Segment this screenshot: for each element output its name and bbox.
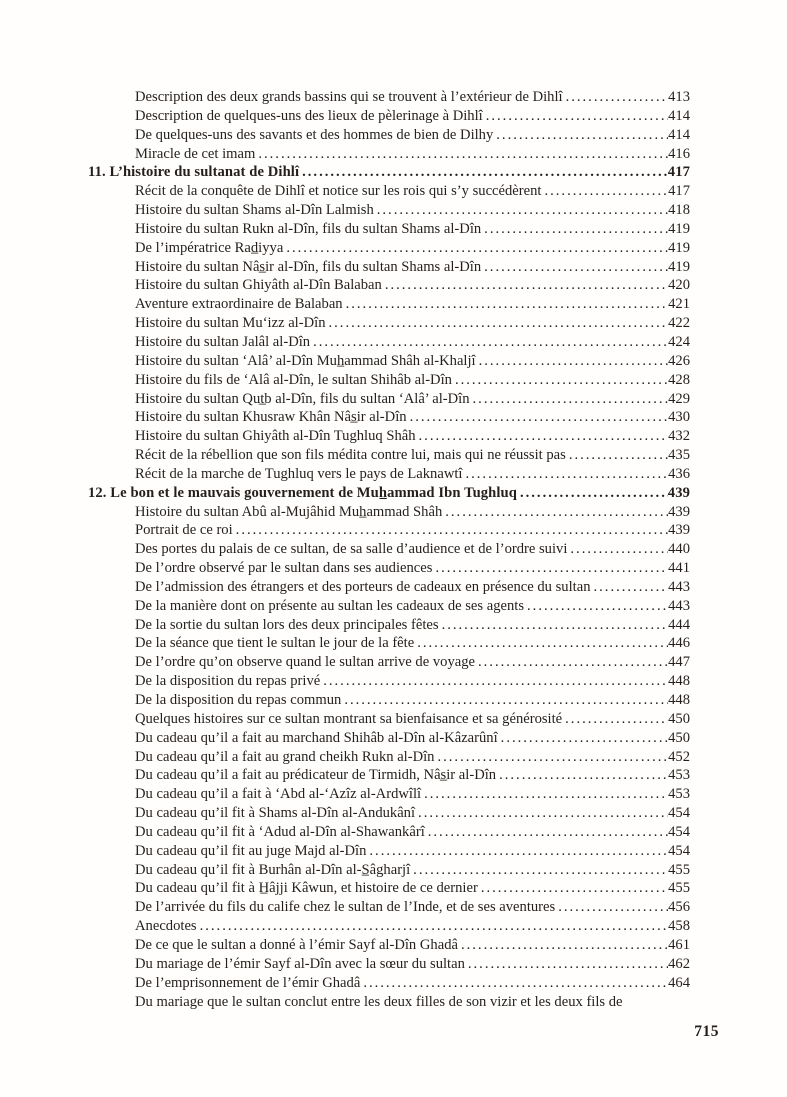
- toc-entry-label: De la manière dont on présente au sultan les cadeaux de ses agents: [135, 597, 525, 614]
- toc-entry-label: De quelques-uns des savants et des hommes de bien de Dilhy: [135, 126, 494, 143]
- toc-entry-page-number: 419: [668, 239, 690, 256]
- toc-entry-label: Histoire du sultan Qut̲b al-Dîn, fils du sultan ‘Alâ’ al-Dîn: [135, 390, 470, 407]
- toc-entry-label: Du mariage que le sultan conclut entre les deux filles de son vizir et les deux fils de: [135, 993, 623, 1010]
- toc-dot-leader: [258, 145, 668, 164]
- toc-entry-label: Récit de la conquête de Dihlî et notice sur les rois qui s’y succédèrent: [135, 183, 542, 200]
- toc-dot-leader: [565, 710, 668, 729]
- toc-entry-page-number: 443: [668, 578, 690, 595]
- toc-dot-leader: [461, 936, 668, 955]
- toc-entry-page-number: 435: [668, 447, 690, 464]
- toc-entry: [88, 955, 690, 974]
- folio-page-number: 715: [694, 1023, 719, 1040]
- toc-entry: [88, 672, 690, 691]
- toc-entry: [88, 521, 690, 540]
- toc-dot-leader: [413, 861, 668, 880]
- toc-entry-page-number: 420: [668, 277, 690, 294]
- toc-entry: [88, 974, 690, 993]
- toc-entry-page-number: 448: [668, 673, 690, 690]
- toc-dot-leader: [442, 616, 669, 635]
- toc-entry: [88, 578, 690, 597]
- toc-dot-leader: [484, 220, 668, 239]
- toc-dot-leader: [499, 766, 668, 785]
- toc-entry-label: Du cadeau qu’il a fait au marchand Shihâb al-Dîn al-Kâzarûnî: [135, 729, 498, 746]
- toc-dot-leader: [481, 879, 668, 898]
- toc-entry: [88, 107, 690, 126]
- toc-entry-page-number: 441: [668, 560, 690, 577]
- toc-entry-label: De l’arrivée du fils du calife chez le sultan de l’Inde, et de ses aventures: [135, 899, 556, 916]
- toc-entry: [88, 503, 690, 522]
- toc-entry-label: Du cadeau qu’il a fait au prédicateur de Tirmidh, Nâs̲ir al-Dîn: [135, 767, 497, 784]
- toc-entry: [88, 540, 690, 559]
- toc-entry-label: Du cadeau qu’il fit à ‘Adud al-Dîn al-Shawankârî: [135, 823, 425, 840]
- toc-entry: [88, 371, 690, 390]
- toc-dot-leader: [417, 634, 668, 653]
- toc-entry: [88, 352, 690, 371]
- toc-entry-page-number: 456: [668, 899, 690, 916]
- toc-entry-label: Histoire du sultan Jalâl al-Dîn: [135, 333, 311, 350]
- toc-entry: [88, 88, 690, 107]
- toc-entry-label: Histoire du sultan Nâs̲ir al-Dîn, fils du sultan Shams al-Dîn: [135, 258, 482, 275]
- toc-dot-leader: [302, 163, 668, 182]
- toc-entry-page-number: 453: [668, 786, 690, 803]
- toc-entry-page-number: 417: [668, 183, 690, 200]
- toc-dot-leader: [478, 653, 668, 672]
- toc-entry: [88, 993, 690, 1012]
- toc-dot-leader: [445, 503, 668, 522]
- toc-entry-page-number: 439: [667, 484, 690, 501]
- toc-entry-page-number: 444: [668, 616, 690, 633]
- toc-entry: [88, 898, 690, 917]
- toc-entry: [88, 484, 690, 503]
- toc-dot-leader: [527, 597, 668, 616]
- toc-entry-page-number: 432: [668, 428, 690, 445]
- toc-entry: [88, 182, 690, 201]
- toc-dot-leader: [346, 295, 669, 314]
- toc-entry: [88, 748, 690, 767]
- toc-entry: [88, 390, 690, 409]
- toc-entry: [88, 258, 690, 277]
- toc-entry-label: Aventure extraordinaire de Balaban: [135, 296, 343, 313]
- toc-dot-leader: [313, 333, 668, 352]
- toc-dot-leader: [569, 446, 668, 465]
- toc-dot-leader: [496, 126, 668, 145]
- toc-entry-label: Récit de la marche de Tughluq vers le pays de Laknawtî: [135, 465, 463, 482]
- toc-entry-page-number: 421: [668, 296, 690, 313]
- toc-entry-label: Portrait de ce roi: [135, 522, 233, 539]
- toc-dot-leader: [558, 898, 668, 917]
- toc-entry-page-number: 414: [668, 107, 690, 124]
- toc-entry-page-number: 439: [668, 503, 690, 520]
- toc-entry-label: Histoire du sultan Ghiyâth al-Dîn Tughluq Shâh: [135, 428, 416, 445]
- toc-entry: [88, 616, 690, 635]
- toc-entry: [88, 823, 690, 842]
- toc-entry: [88, 559, 690, 578]
- toc-entry-label: De la disposition du repas privé: [135, 673, 321, 690]
- toc-entry-page-number: 429: [668, 390, 690, 407]
- toc-entry-label: Du mariage de l’émir Sayf al-Dîn avec la sœur du sultan: [135, 955, 465, 972]
- toc-entry-label: Des portes du palais de ce sultan, de sa salle d’audience et de l’ordre suivi: [135, 541, 568, 558]
- toc-entry: [88, 126, 690, 145]
- toc-entry-page-number: 462: [668, 955, 690, 972]
- toc-entry-page-number: 455: [668, 880, 690, 897]
- toc-dot-leader: [520, 484, 668, 503]
- toc-entry: [88, 879, 690, 898]
- toc-entry-label: 11. L’histoire du sultanat de Dihlî: [88, 164, 300, 181]
- toc-entry: [88, 729, 690, 748]
- toc-dot-leader: [418, 804, 668, 823]
- toc-entry-page-number: 448: [668, 692, 690, 708]
- toc-dot-leader: [468, 955, 668, 974]
- toc-entry-label: De l’emprisonnement de l’émir Ghadâ: [135, 974, 361, 991]
- toc-entry-page-number: 447: [668, 654, 690, 671]
- toc-entry-label: Histoire du sultan Rukn al-Dîn, fils du sultan Shams al-Dîn: [135, 220, 482, 237]
- toc-dot-leader: [473, 390, 669, 409]
- toc-entry-page-number: 450: [668, 729, 690, 746]
- toc-dot-leader: [570, 540, 668, 559]
- toc-entry: [88, 804, 690, 823]
- toc-entry: [88, 239, 690, 258]
- toc-dot-leader: [369, 842, 668, 861]
- toc-entry-label: Du cadeau qu’il a fait à ‘Abd al-‘Azîz al-Ardwîlî: [135, 786, 422, 803]
- toc-entry-label: Histoire du sultan Shams al-Dîn Lalmish: [135, 202, 374, 219]
- toc-entry: [88, 163, 690, 182]
- toc-dot-leader: [410, 408, 669, 427]
- toc-entry: [88, 295, 690, 314]
- toc-entry-page-number: 455: [668, 861, 690, 878]
- toc-entry-page-number: 450: [668, 710, 690, 727]
- toc-entry-page-number: 464: [668, 974, 690, 991]
- toc-entry: [88, 314, 690, 333]
- toc-dot-leader: [594, 578, 669, 597]
- toc-entry-label: Du cadeau qu’il fit à Burhân al-Dîn al-S̲âgharjî: [135, 861, 411, 878]
- toc-dot-leader: [329, 314, 669, 333]
- toc-entry-label: De la sortie du sultan lors des deux principales fêtes: [135, 616, 439, 633]
- toc-entry: [88, 936, 690, 955]
- toc-dot-leader: [385, 276, 668, 295]
- toc-dot-leader: [437, 748, 668, 767]
- toc-entry-label: Miracle de cet imam: [135, 145, 256, 162]
- toc-entry-label: Du cadeau qu’il fit au juge Majd al-Dîn: [135, 842, 367, 859]
- toc-entry: [88, 427, 690, 446]
- toc-entry: [88, 220, 690, 239]
- toc-entry-page-number: 439: [668, 522, 690, 539]
- toc-entry-label: Histoire du fils de ‘Alâ al-Dîn, le sultan Shihâb al-Dîn: [135, 371, 452, 388]
- toc-entry-page-number: 453: [668, 767, 690, 784]
- toc-entry-page-number: 436: [668, 465, 690, 482]
- toc-entry: [88, 917, 690, 936]
- toc-entry: [88, 145, 690, 164]
- toc-entry-page-number: 418: [668, 202, 690, 219]
- toc-dot-leader: [465, 465, 668, 484]
- toc-dot-leader: [344, 691, 668, 710]
- toc-entry-label: De la disposition du repas commun: [135, 692, 342, 708]
- toc-entry-page-number: 413: [668, 89, 690, 105]
- toc-entry-label: Récit de la rébellion que son fils médita contre lui, mais qui ne réussit pas: [135, 447, 566, 464]
- toc-entry-label: Histoire du sultan Khusraw Khân Nâs̲ir al-Dîn: [135, 409, 407, 426]
- toc-entry-page-number: 419: [668, 220, 690, 237]
- toc-entry-page-number: 424: [668, 333, 690, 350]
- toc-entry-page-number: 458: [668, 918, 690, 935]
- toc-dot-leader: [419, 427, 669, 446]
- toc-entry: [88, 465, 690, 484]
- toc-entry: [88, 653, 690, 672]
- toc-dot-leader: [566, 88, 669, 107]
- toc-dot-leader: [377, 201, 668, 220]
- toc-entry-page-number: 440: [668, 541, 690, 558]
- toc-dot-leader: [544, 182, 668, 201]
- toc-entry-page-number: 416: [668, 145, 690, 162]
- toc-entry: [88, 597, 690, 616]
- toc-entry: [88, 333, 690, 352]
- toc-entry-page-number: 446: [668, 635, 690, 652]
- table-of-contents: [88, 88, 690, 1011]
- toc-entry-label: 12. Le bon et le mauvais gouvernement de Muh̲ammad Ibn Tughluq: [88, 484, 517, 501]
- toc-dot-leader: [424, 785, 668, 804]
- toc-entry-page-number: 461: [668, 936, 690, 953]
- toc-entry-label: Description des deux grands bassins qui se trouvent à l’extérieur de Dihlî: [135, 89, 563, 105]
- toc-entry-label: Du cadeau qu’il a fait au grand cheikh Rukn al-Dîn: [135, 748, 435, 765]
- toc-entry: [88, 201, 690, 220]
- toc-dot-leader: [286, 239, 668, 258]
- toc-dot-leader: [236, 521, 668, 540]
- toc-entry-label: Histoire du sultan Mu‘izz al-Dîn: [135, 315, 326, 332]
- toc-entry-label: Description de quelques-uns des lieux de pèlerinage à Dihlî: [135, 107, 483, 124]
- toc-entry-page-number: 454: [668, 805, 690, 822]
- toc-entry-label: Quelques histoires sur ce sultan montrant sa bienfaisance et sa générosité: [135, 710, 563, 727]
- toc-entry-label: De l’ordre qu’on observe quand le sultan arrive de voyage: [135, 654, 475, 671]
- toc-entry-page-number: 428: [668, 371, 690, 388]
- toc-entry-page-number: 452: [668, 748, 690, 765]
- toc-entry: [88, 634, 690, 653]
- toc-entry-page-number: 454: [668, 823, 690, 840]
- toc-dot-leader: [486, 107, 668, 126]
- toc-entry-label: Anecdotes: [135, 918, 197, 935]
- toc-entry: [88, 842, 690, 861]
- toc-entry-page-number: 430: [668, 409, 690, 426]
- toc-entry-label: Du cadeau qu’il fit à H̲âjji Kâwun, et histoire de ce dernier: [135, 880, 478, 897]
- toc-entry-label: Histoire du sultan ‘Alâ’ al-Dîn Muh̲ammad Shâh al-Khaljî: [135, 352, 476, 369]
- toc-dot-leader: [435, 559, 668, 578]
- toc-entry-label: De l’ordre observé par le sultan dans ses audiences: [135, 560, 433, 577]
- toc-dot-leader: [501, 729, 668, 748]
- toc-dot-leader: [200, 917, 669, 936]
- toc-dot-leader: [479, 352, 669, 371]
- toc-entry: [88, 276, 690, 295]
- toc-entry-page-number: 419: [668, 258, 690, 275]
- toc-entry-label: Histoire du sultan Ghiyâth al-Dîn Balaban: [135, 277, 382, 294]
- toc-entry-label: Du cadeau qu’il fit à Shams al-Dîn al-Andukânî: [135, 805, 416, 822]
- toc-dot-leader: [363, 974, 668, 993]
- toc-entry-page-number: 454: [668, 842, 690, 859]
- toc-dot-leader: [455, 371, 668, 390]
- toc-dot-leader: [428, 823, 668, 842]
- toc-entry-page-number: 443: [668, 597, 690, 614]
- toc-entry-label: De l’impératrice Rad̲iyya: [135, 239, 284, 256]
- toc-dot-leader: [323, 672, 668, 691]
- toc-entry: [88, 861, 690, 880]
- toc-entry: [88, 785, 690, 804]
- toc-entry: [88, 446, 690, 465]
- toc-entry-label: De ce que le sultan a donné à l’émir Sayf al-Dîn Ghadâ: [135, 936, 458, 953]
- toc-entry-label: De la séance que tient le sultan le jour de la fête: [135, 635, 415, 652]
- toc-entry-page-number: 414: [668, 126, 690, 143]
- toc-entry-page-number: 426: [668, 352, 690, 369]
- toc-entry: [88, 408, 690, 427]
- toc-entry-label: Histoire du sultan Abû al-Mujâhid Muh̲ammad Shâh: [135, 503, 443, 520]
- toc-entry-page-number: 417: [667, 164, 690, 181]
- toc-entry-label: De l’admission des étrangers et des porteurs de cadeaux en présence du sultan: [135, 578, 591, 595]
- toc-dot-leader: [484, 258, 668, 277]
- toc-entry-page-number: 422: [668, 315, 690, 332]
- toc-entry: [88, 691, 690, 710]
- toc-entry: [88, 766, 690, 785]
- toc-entry: [88, 710, 690, 729]
